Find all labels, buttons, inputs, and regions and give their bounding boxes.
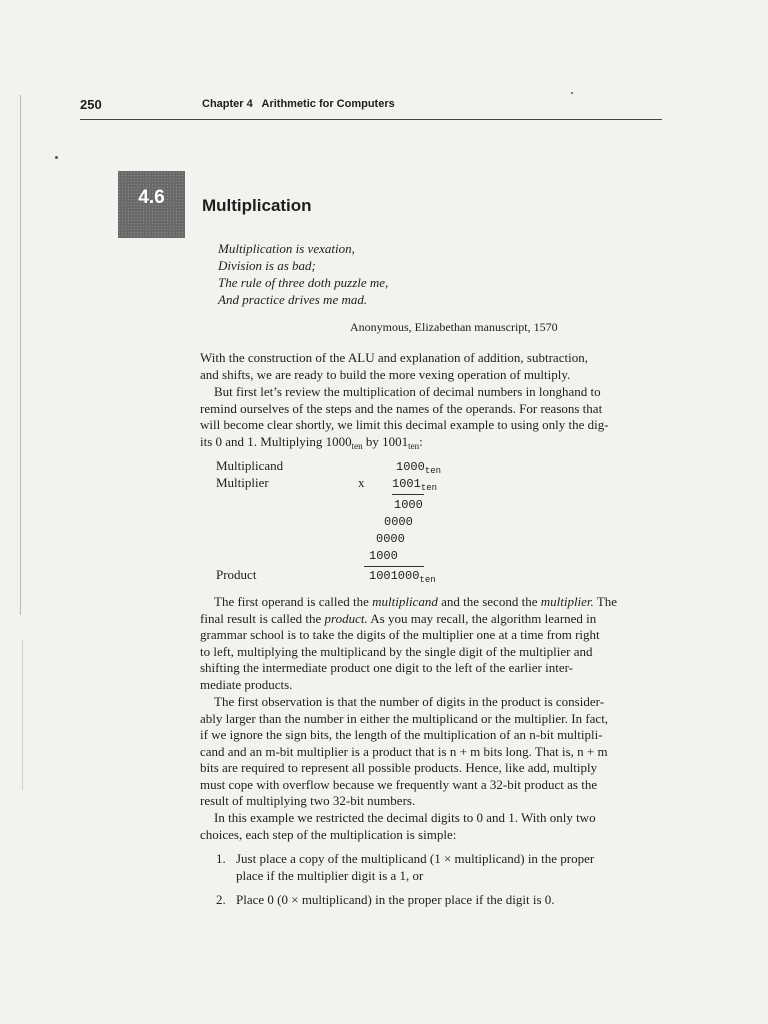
term: multiplier.	[540, 594, 594, 609]
scan-speck	[55, 156, 58, 159]
sum-rule	[364, 566, 424, 567]
product-label: Product	[216, 567, 257, 582]
list-number: 1.	[216, 851, 226, 866]
term: product.	[324, 610, 368, 626]
text-line: will become clear shortly, we limit this decimal example to using only the dig-	[200, 417, 609, 432]
text-line: place if the multiplier digit is a 1, or	[236, 867, 424, 883]
partial-product: 1000	[394, 498, 423, 512]
paragraph	[200, 594, 662, 693]
epigraph-line: The rule of three doth puzzle me,	[218, 275, 389, 290]
paragraph	[200, 350, 662, 383]
text-line: But first let’s review the multiplication of decimal numbers in longhand to	[214, 384, 601, 399]
multiplicand-value	[396, 460, 441, 474]
epigraph-line: Division is as bad;	[218, 258, 316, 273]
subscript: ten	[351, 440, 363, 451]
number: 1001000	[369, 569, 420, 583]
text-line: and shifts, we are ready to build the more vexing operation of multiply.	[200, 366, 571, 382]
product-value	[369, 569, 436, 583]
text-run: and the second the	[437, 594, 541, 609]
section-number: 4.6	[138, 187, 165, 208]
text-line: if we ignore the sign bits, the length of the multiplication of an n-bit multipli-	[200, 727, 603, 742]
section-number-box	[118, 171, 185, 238]
epigraph-line: Multiplication is vexation,	[218, 241, 355, 256]
number: 1001	[392, 477, 421, 491]
text-line	[200, 594, 662, 611]
epigraph	[218, 240, 388, 308]
text-line: remind ourselves of the steps and the names of the operands. For reasons that	[200, 400, 603, 416]
text-run: The first operand is called the	[214, 594, 373, 609]
subscript: ten	[419, 575, 436, 585]
text-line: to left, multiplying the multiplicand by the single digit of the multiplier and	[200, 643, 593, 659]
section-title: Multiplication	[202, 196, 312, 215]
number: 1000	[396, 460, 425, 474]
text-run: by 1001	[362, 433, 409, 449]
page-number: 250	[80, 97, 102, 112]
text-line: Place 0 (0 × multiplicand) in the proper place if the digit is 0.	[236, 892, 555, 907]
paragraph	[200, 810, 662, 843]
text-line: Just place a copy of the multiplicand (1 × multiplicand) in the proper	[236, 851, 595, 866]
epigraph-line: And practice drives me mad.	[218, 292, 368, 307]
text-run: its 0 and 1. Multiplying 1000	[200, 433, 352, 449]
list-item	[216, 892, 662, 909]
text-line: shifting the intermediate product one digit to the left of the earlier inter-	[200, 660, 574, 675]
text-run: As you may recall, the algorithm learned in	[367, 610, 597, 626]
text-line: The first observation is that the number of digits in the product is consider-	[214, 694, 605, 709]
partial-product: 1000	[369, 549, 398, 563]
text-line: result of multiplying two 32-bit numbers.	[200, 793, 416, 808]
list-item	[216, 851, 662, 884]
text-line	[200, 611, 662, 628]
chapter-title: Chapter 4 Arithmetic for Computers	[202, 98, 395, 110]
subscript: ten	[420, 483, 438, 493]
binding-edge	[22, 640, 23, 790]
paragraph	[200, 694, 662, 810]
list-number: 2.	[216, 892, 226, 907]
text-line: With the construction of the ALU and explanation of addition, subtraction,	[200, 350, 588, 365]
text-line	[200, 434, 662, 451]
epigraph-attribution: Anonymous, Elizabethan manuscript, 1570	[350, 320, 558, 334]
term: multiplicand	[372, 594, 438, 609]
times-sign: x	[358, 475, 365, 490]
text-line: bits are required to represent all possible products. Hence, like add, multiply	[200, 760, 598, 775]
partial-product: 0000	[384, 515, 413, 529]
running-header	[80, 95, 662, 120]
text-run: final result is called the	[200, 610, 325, 626]
text-line: must cope with overflow because we frequently want a 32-bit product as the	[200, 776, 598, 792]
multiplier-value	[392, 477, 437, 491]
scan-speck	[571, 92, 573, 94]
subscript: ten	[408, 440, 420, 451]
text-run: :	[419, 433, 423, 449]
text-line: In this example we restricted the decimal digits to 0 and 1. With only two	[214, 810, 596, 825]
text-run: The	[593, 594, 618, 609]
binding-edge	[20, 95, 21, 615]
subscript: ten	[424, 466, 442, 476]
paragraph	[200, 384, 662, 450]
sum-rule	[392, 494, 424, 495]
text-line: ably larger than the number in either the multiplicand or the multiplier. In fact,	[200, 710, 609, 726]
multiplier-label: Multiplier	[216, 475, 269, 490]
text-line: cand and an m-bit multiplier is a product that is n + m bits long. That is, n + m	[200, 743, 608, 759]
text-line: choices, each step of the multiplication is simple:	[200, 826, 457, 842]
partial-product: 0000	[376, 532, 405, 546]
text-line: mediate products.	[200, 676, 293, 692]
text-line: grammar school is to take the digits of the multiplier one at a time from right	[200, 627, 600, 642]
multiplicand-label: Multiplicand	[216, 458, 284, 473]
